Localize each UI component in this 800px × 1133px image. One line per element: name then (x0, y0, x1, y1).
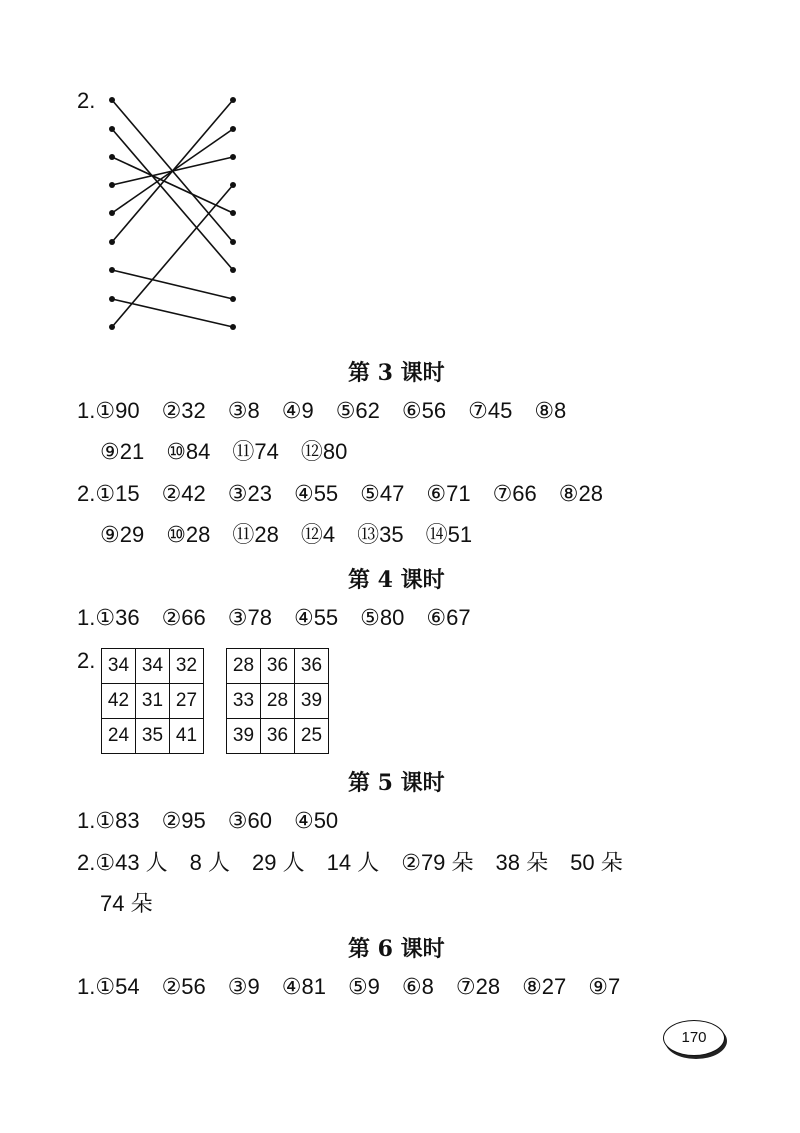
answer-item: ④81 (281, 974, 326, 999)
answer-item: ⑥71 (426, 481, 471, 506)
match-problem-label: 2. (77, 88, 96, 113)
answer-item: ⑦45 (468, 398, 513, 423)
answer-item: ④55 (293, 481, 339, 506)
left-dot (109, 154, 115, 160)
lesson-5-row-3 (100, 891, 175, 917)
answer-item: ⑫80 (300, 439, 348, 464)
right-dot (230, 324, 236, 330)
grid-cell: 28 (227, 649, 261, 684)
left-dot (109, 210, 115, 216)
answer-item: 38 朵 (495, 850, 549, 875)
answer-item: 14 人 (326, 850, 380, 875)
answer-item: ②42 (161, 481, 206, 506)
grid-cell: 33 (227, 684, 261, 719)
left-dot (109, 126, 115, 132)
right-dot (230, 182, 236, 188)
row-label: 2. (77, 481, 96, 506)
lesson-5-title: 第 5 课时 (348, 770, 445, 796)
lesson-3-title: 第 3 课时 (348, 360, 445, 386)
matching-diagram (0, 0, 800, 340)
answer-item: ③9 (227, 974, 260, 999)
lesson-6-title: 第 6 课时 (348, 936, 445, 962)
right-dot (230, 154, 236, 160)
lesson-4-title: 第 4 课时 (348, 567, 445, 593)
answer-item: ⑨21 (100, 439, 145, 464)
grid-cell: 25 (295, 719, 329, 754)
answer-item: ⑧8 (534, 398, 567, 423)
row-label: 1. (77, 808, 96, 833)
row-label: 2. (77, 850, 96, 875)
answer-item: ⑨29 (100, 522, 145, 547)
left-dot (109, 296, 115, 302)
answer-item: ③8 (227, 398, 260, 423)
row-label: 1. (77, 398, 96, 423)
left-dot (109, 97, 115, 103)
answer-item: ⑩28 (166, 522, 211, 547)
left-dot (109, 324, 115, 330)
grid-cell: 39 (295, 684, 329, 719)
answer-item: ⑤62 (335, 398, 380, 423)
grids-label: 2. (77, 648, 96, 673)
answer-item: ③78 (227, 605, 272, 630)
answer-item: 29 人 (252, 850, 305, 875)
answer-item: ①54 (95, 974, 140, 999)
right-dot (230, 296, 236, 302)
answer-item: ②56 (161, 974, 206, 999)
right-dot (230, 210, 236, 216)
lesson-3-row-3 (77, 481, 625, 507)
answer-item: ②79 朵 (401, 850, 474, 875)
row-label: 1. (77, 605, 96, 630)
answer-item: ②95 (161, 808, 206, 833)
left-dot (109, 182, 115, 188)
lesson-3-row-4 (100, 522, 494, 548)
grid-cell: 39 (227, 719, 261, 754)
right-dot (230, 126, 236, 132)
answer-item: ⑪28 (232, 522, 279, 547)
lesson-5-row-2 (77, 850, 645, 876)
lesson-3-row-1 (77, 398, 588, 424)
match-line (112, 270, 233, 299)
answer-item: ①15 (95, 481, 140, 506)
row-label: 1. (77, 974, 96, 999)
answer-item: ②66 (161, 605, 206, 630)
grid-cell: 27 (170, 684, 204, 719)
answer-item: ③23 (227, 481, 272, 506)
lesson-5-row-1 (77, 808, 360, 834)
answer-item: ⑥67 (426, 605, 471, 630)
answer-item: ①36 (95, 605, 140, 630)
lesson-4-row-1 (77, 605, 493, 631)
answer-item: ⑤9 (347, 974, 380, 999)
grid-cell: 32 (170, 649, 204, 684)
grid-cell: 36 (261, 649, 295, 684)
right-dot (230, 267, 236, 273)
answer-item: ⑦66 (492, 481, 537, 506)
right-dot (230, 97, 236, 103)
left-dot (109, 267, 115, 273)
answer-item: 74 朵 (100, 891, 153, 916)
right-dot (230, 239, 236, 245)
answer-item: ④9 (281, 398, 314, 423)
grid-cell: 24 (102, 719, 136, 754)
number-grid-2 (226, 648, 329, 754)
answer-item: ⑭51 (425, 522, 473, 547)
grid-cell: 31 (136, 684, 170, 719)
grid-cell: 34 (136, 649, 170, 684)
answer-item: 50 朵 (570, 850, 623, 875)
lesson-3-row-2 (100, 439, 369, 465)
answer-item: ⑦28 (455, 974, 501, 999)
answer-item: ④50 (293, 808, 339, 833)
lesson-6-row-1 (77, 974, 642, 1000)
answer-item: ④55 (293, 605, 339, 630)
grid-cell: 41 (170, 719, 204, 754)
answer-item: ⑨7 (588, 974, 621, 999)
grid-cell: 42 (102, 684, 136, 719)
match-line (112, 185, 233, 327)
answer-item: ⑬35 (357, 522, 404, 547)
answer-item: ①90 (95, 398, 140, 423)
grid-cell: 34 (102, 649, 136, 684)
answer-item: ⑤80 (360, 605, 405, 630)
answer-item: 8 人 (189, 850, 231, 875)
grid-cell: 36 (261, 719, 295, 754)
answer-item: ⑥56 (401, 398, 447, 423)
answer-item: ⑧27 (522, 974, 567, 999)
answer-item: ⑤47 (360, 481, 405, 506)
grid-cell: 35 (136, 719, 170, 754)
answer-item: ③60 (227, 808, 272, 833)
answer-item: ①43 人 (95, 850, 168, 875)
match-line (112, 299, 233, 327)
grid-cell: 36 (295, 649, 329, 684)
answer-item: ⑫4 (300, 522, 336, 547)
number-grid-1 (101, 648, 204, 754)
answer-item: ⑩84 (166, 439, 211, 464)
answer-item: ⑪74 (232, 439, 279, 464)
page-number: 170 (663, 1020, 725, 1056)
answer-item: ⑥8 (401, 974, 434, 999)
left-dot (109, 239, 115, 245)
grid-cell: 28 (261, 684, 295, 719)
match-line (112, 157, 233, 213)
answer-item: ②32 (161, 398, 206, 423)
answer-item: ⑧28 (558, 481, 603, 506)
answer-item: ①83 (95, 808, 140, 833)
